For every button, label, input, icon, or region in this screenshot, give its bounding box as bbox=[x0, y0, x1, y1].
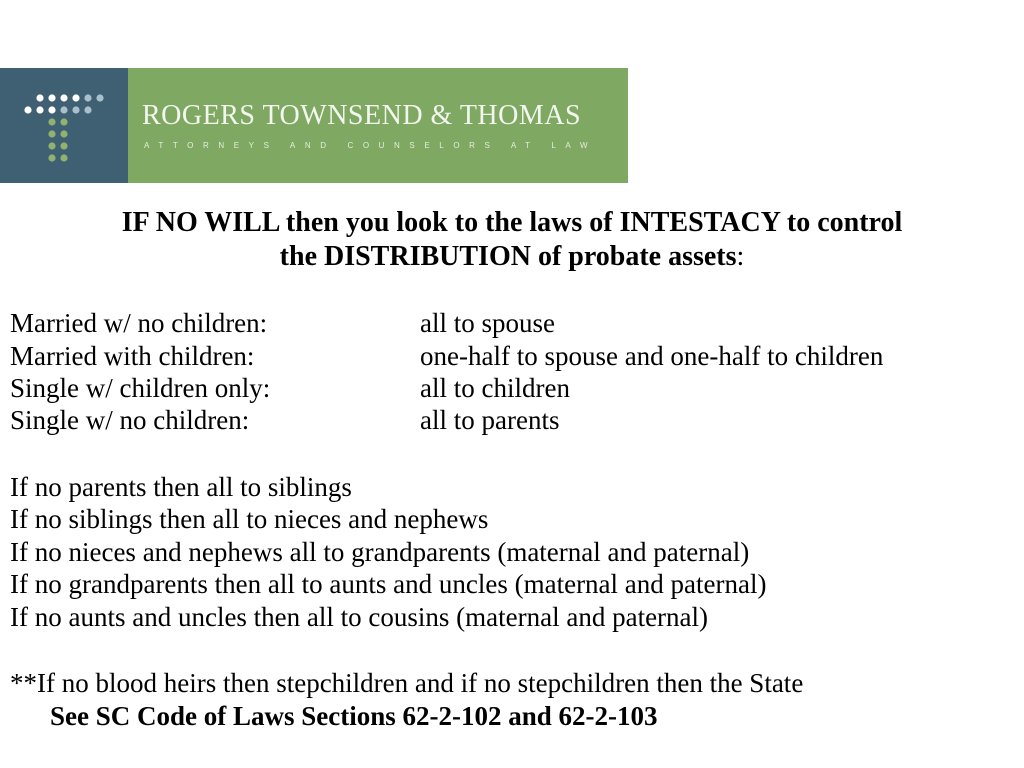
code-reference: See SC Code of Laws Sections 62-2-102 and 62-2-103 bbox=[50, 701, 658, 731]
title-colon: : bbox=[736, 241, 745, 272]
title-line-1: IF NO WILL then you look to the laws of INTESTACY to control bbox=[121, 207, 903, 238]
title-line-2 bbox=[0, 240, 1024, 274]
distribution-value: one-half to spouse and one-half to children bbox=[420, 341, 884, 371]
distribution-value: all to spouse bbox=[420, 308, 555, 338]
distribution-row bbox=[10, 307, 555, 339]
distribution-row bbox=[10, 340, 883, 372]
title-line-2-text: the DISTRIBUTION of probate assets bbox=[279, 241, 737, 272]
dot-grid-t-icon bbox=[0, 68, 128, 183]
firm-tagline: ATTORNEYS AND COUNSELORS AT LAW bbox=[144, 141, 598, 150]
distribution-label: Single w/ children only: bbox=[10, 373, 271, 403]
firm-name: ROGERS TOWNSEND & THOMAS bbox=[142, 100, 582, 131]
page-title bbox=[0, 206, 1024, 274]
logo-text-area bbox=[128, 68, 628, 183]
fallback-line: If no nieces and nephews all to grandparents (maternal and paternal) bbox=[10, 537, 750, 567]
fallback-line: If no parents then all to siblings bbox=[10, 472, 352, 502]
firm-logo bbox=[0, 68, 628, 183]
distribution-value: all to parents bbox=[420, 405, 560, 435]
logo-mark bbox=[0, 68, 128, 183]
fallback-line: If no siblings then all to nieces and nephews bbox=[10, 504, 489, 534]
distribution-value: all to children bbox=[420, 373, 570, 403]
distribution-label: Married w/ no children: bbox=[10, 308, 268, 338]
fallback-line: If no aunts and uncles then all to cousins (maternal and paternal) bbox=[10, 602, 709, 632]
blood-heirs-note: **If no blood heirs then stepchildren and if no stepchildren then the State bbox=[10, 668, 804, 698]
distribution-row bbox=[10, 404, 559, 436]
fallback-line: If no grandparents then all to aunts and uncles (maternal and paternal) bbox=[10, 569, 767, 599]
distribution-label: Married with children: bbox=[10, 341, 255, 371]
distribution-label: Single w/ no children: bbox=[10, 405, 250, 435]
distribution-row bbox=[10, 372, 570, 404]
